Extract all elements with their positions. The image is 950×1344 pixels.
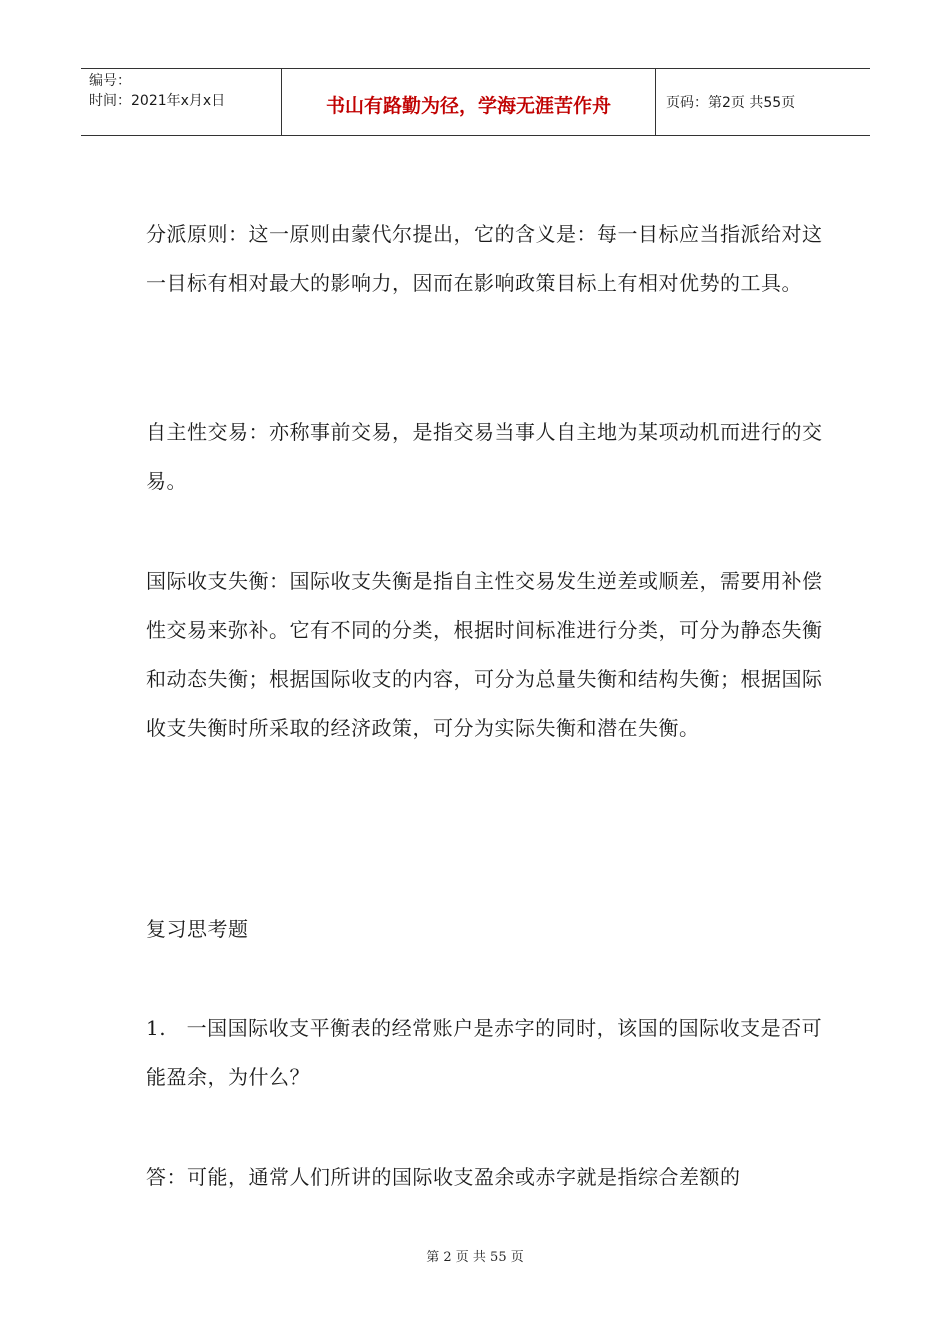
header-meta: [81, 69, 282, 135]
question-1: 1. 一国国际收支平衡表的经常账户是赤字的同时，该国的国际收支是否可能盈余，为什么？: [146, 1016, 823, 1089]
header-motto: 书山有路勤为径，学海无涯苦作舟: [325, 94, 611, 117]
document-time-label: 时间：2021年x月x日: [89, 93, 226, 109]
header-page-label: 页码：第2页 共55页: [666, 95, 796, 111]
paragraph-autonomous-transaction: 自主性交易：亦称事前交易，是指交易当事人自主地为某项动机而进行的交易。: [146, 420, 823, 493]
paragraph-assignment-principle: 分派原则：这一原则由蒙代尔提出，它的含义是：每一目标应当指派给对这一目标有相对最大的影响力，因而在影响政策目标上有相对优势的工具。: [146, 222, 823, 295]
answer-1: 答：可能，通常人们所讲的国际收支盈余或赤字就是指综合差额的: [146, 1165, 741, 1189]
page-footer: 第 2 页 共 55 页: [426, 1250, 524, 1265]
section-title: 复习思考题: [146, 917, 249, 941]
paragraph-bop-imbalance: 国际收支失衡：国际收支失衡是指自主性交易发生逆差或顺差，需要用补偿性交易来弥补。它有不同的分类，根据时间标准进行分类，可分为静态失衡和动态失衡；根据国际收支的内容，可分为总量失衡和结构失衡；根据国际收支失衡时所采取的经济政策，可分为实际失衡和潜在失衡。: [146, 569, 823, 740]
document-number-label: 编号：: [89, 73, 131, 89]
page-header: [81, 68, 870, 136]
header-motto-cell: [282, 69, 656, 135]
header-page-info: [656, 69, 870, 135]
